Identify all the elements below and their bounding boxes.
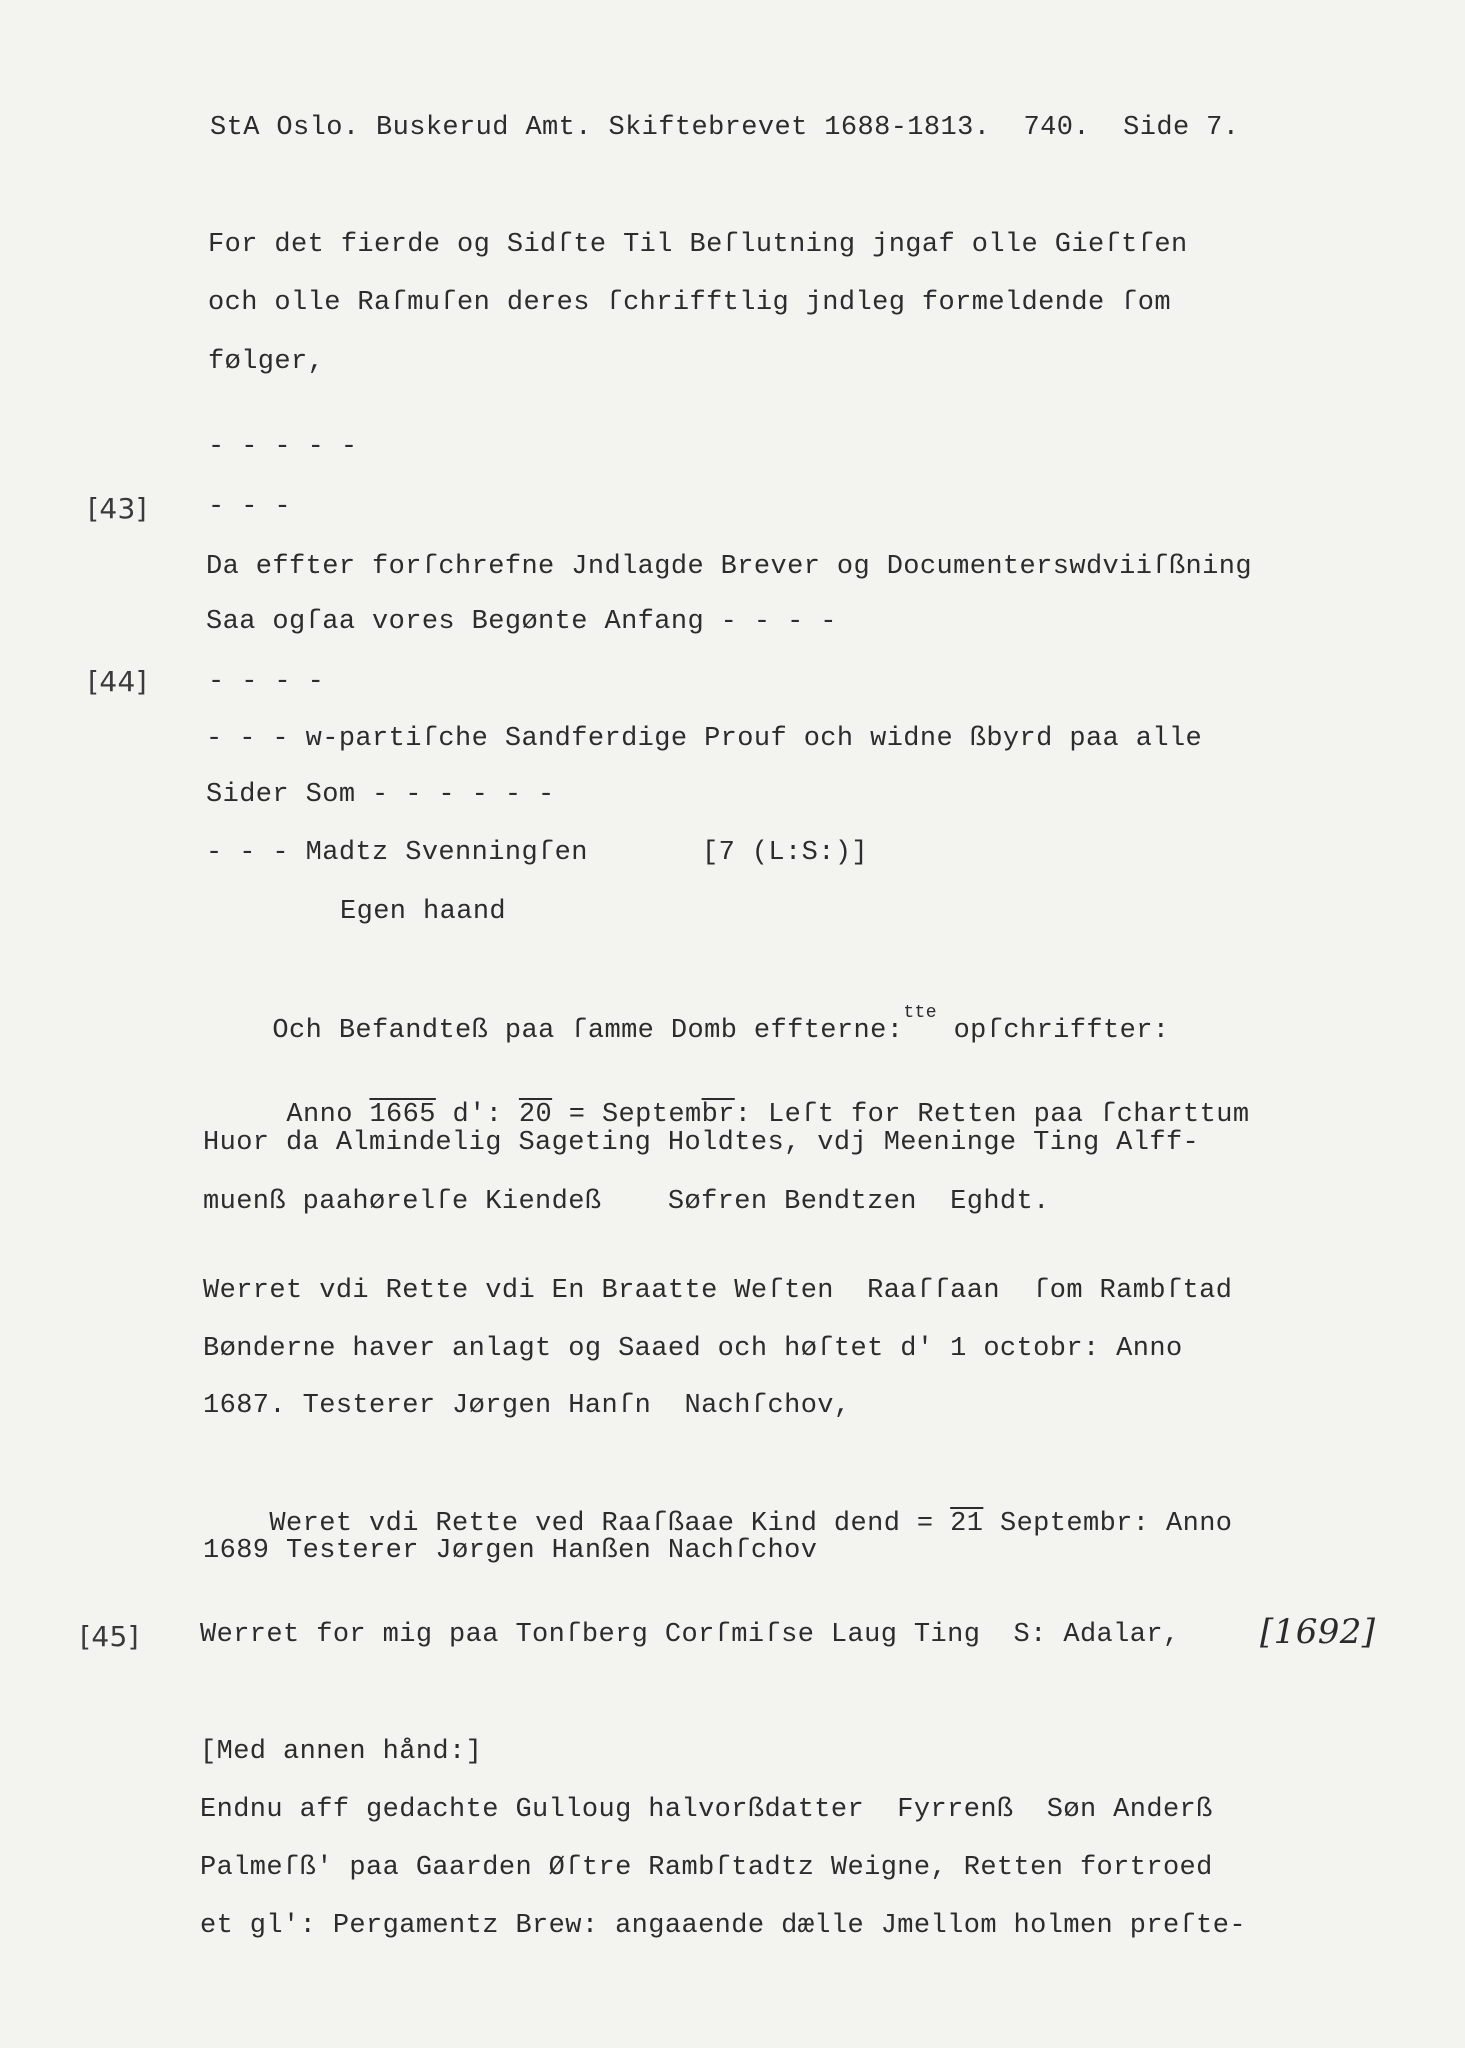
text-line-8: - - - Madtz Svenningſen <box>206 838 588 868</box>
text-line-10-main: Och Befandteß paa ſamme Domb efftern <box>272 1016 871 1046</box>
date-prefix: d': <box>452 1100 503 1130</box>
text-line-4: Da effter forſchrefne Jndlagde Brever og Documenterswdviiſßning <box>206 552 1252 582</box>
text-line-3: følger, <box>208 347 325 377</box>
text-line-2: och olle Raſmuſen deres ſchrifftlig jndleg formeldende ſom <box>208 288 1171 318</box>
text-line-12: Huor da Almindelig Sageting Holdtes, vdj Meeninge Ting Alff- <box>203 1128 1200 1158</box>
handwritten-year-note: [1692] <box>1260 1612 1376 1652</box>
superscript-tte: tte <box>903 1003 937 1023</box>
margin-note-45: [45] <box>80 1620 140 1653</box>
margin-note-43: [43] <box>88 492 148 525</box>
text-line-16: 1687. Testerer Jørgen Hanſn Nachſchov, <box>203 1391 851 1421</box>
seal-note: [7 (L:S:)] <box>702 838 869 868</box>
text-line-10 <box>206 983 1169 1076</box>
text-line-6: - - - w-partiſche Sandferdige Prouf och widne ßbyrd paa alle <box>206 724 1203 754</box>
text-line-1: For det fierde og Sidſte Til Beſlutning jngaf olle Gieſtſen <box>208 230 1188 260</box>
text-line-15: Bønderne haver anlagt og Saaed och høſtet d' 1 octobr: Anno <box>203 1334 1183 1364</box>
text-line-21: Endnu aff gedachte Gulloug halvorßdatter Fyrrenß Søn Anderß <box>200 1795 1213 1825</box>
text-line-10-e: e: <box>870 1016 904 1046</box>
text-line-19: Werret for mig paa Tonſberg Corſmiſse Laug Ting S: Adalar, <box>200 1620 1180 1650</box>
margin-note-44: [44] <box>88 665 148 698</box>
day-21: 21 <box>950 1509 984 1539</box>
text-line-13: muenß paahørelſe Kiendeß Søfren Bendtzen Eghdt. <box>203 1187 1050 1217</box>
day-20: 20 <box>518 1100 553 1130</box>
month-prefix: = Septem <box>568 1100 702 1130</box>
text-line-10-end: opſchriffter: <box>953 1016 1170 1046</box>
text-line-9: Egen haand <box>340 897 507 927</box>
text-line-20: [Med annen hånd:] <box>200 1737 483 1767</box>
text-line-7: Sider Som - - - - - - <box>206 780 555 810</box>
text-line-17-start: Weret vdi Rette ved Raaſßaae Kind dend = <box>269 1509 934 1539</box>
year-1665: 1665 <box>369 1100 436 1130</box>
text-line-17-end: Septembr: Anno <box>999 1509 1233 1539</box>
text-line-18: 1689 Testerer Jørgen Hanßen Nachſchov <box>203 1536 818 1566</box>
dash-line-2: - - - <box>208 492 292 522</box>
month-abbrev: $\overline{br}$ <box>701 1100 735 1130</box>
text-line-22: Palmeſß' paa Gaarden Øſtre Rambſtadtz Weigne, Retten fortroed <box>200 1853 1213 1883</box>
text-line-23: et gl': Pergamentz Brew: angaaende dælle Jmellom holmen preſte- <box>200 1911 1246 1941</box>
text-line-14: Werret vdi Rette vdi En Braatte Weſten Raaſſaan ſom Rambſtad <box>203 1276 1233 1306</box>
dash-line-1: - - - - - <box>208 432 358 462</box>
text-line-5: Saa ogſaa vores Begønte Anfang - - - - <box>206 607 837 637</box>
text-line-11-end: : Leſt for Retten paa ſcharttum <box>734 1100 1250 1130</box>
dash-line-3: - - - - <box>208 667 325 697</box>
anno-label: Anno <box>286 1100 353 1130</box>
page-header: StA Oslo. Buskerud Amt. Skiftebrevet 1688-1813. 740. Side 7. <box>210 113 1240 143</box>
